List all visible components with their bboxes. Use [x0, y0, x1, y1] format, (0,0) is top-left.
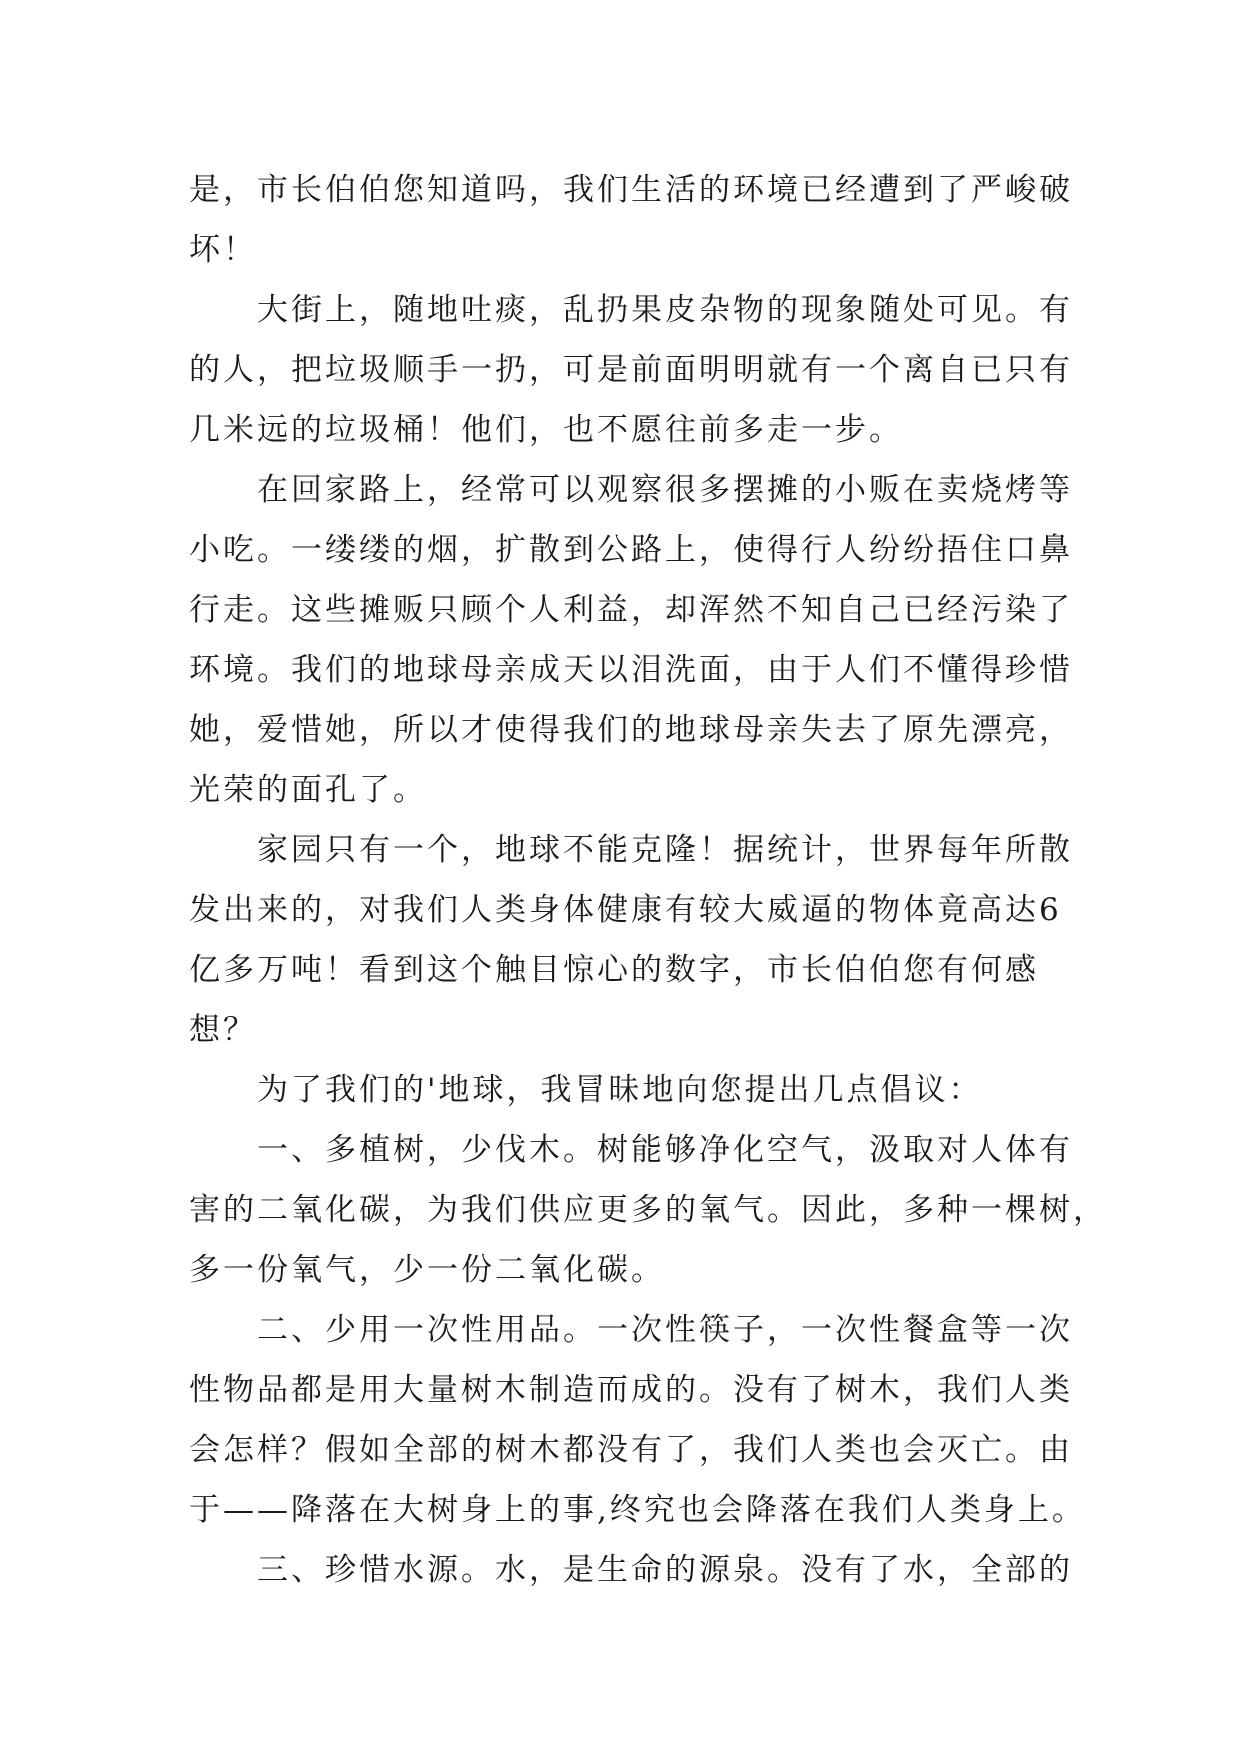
text-line: 想？ [189, 1012, 257, 1048]
text-line: 坏！ [189, 232, 257, 268]
text-line: 三、珍惜水源。水，是生命的源泉。没有了水，全部的 [257, 1552, 1073, 1588]
text-line: 于——降落在大树身上的事,终究也会降落在我们人类身上。 [189, 1492, 1086, 1528]
text-line: 光荣的面孔了。 [189, 772, 427, 808]
text-line: 的人，把垃圾顺手一扔，可是前面明明就有一个离自已只有 [189, 352, 1073, 388]
text-line: 害的二氧化碳，为我们供应更多的氧气。因此，多种一棵树， [189, 1192, 1107, 1228]
text-line: 行走。这些摊贩只顾个人利益，却浑然不知自己已经污染了 [189, 592, 1073, 628]
text-line: 是，市长伯伯您知道吗，我们生活的环境已经遭到了严峻破 [189, 172, 1073, 208]
text-line: 环境。我们的地球母亲成天以泪洗面，由于人们不懂得珍惜 [189, 652, 1073, 688]
text-line: 二、少用一次性用品。一次性筷子，一次性餐盒等一次 [257, 1312, 1073, 1348]
text-line: 多一份氧气，少一份二氧化碳。 [189, 1252, 665, 1288]
text-line: 在回家路上，经常可以观察很多摆摊的小贩在卖烧烤等 [257, 472, 1073, 508]
text-line: 性物品都是用大量树木制造而成的。没有了树木，我们人类 [189, 1372, 1073, 1408]
text-line: 她，爱惜她，所以才使得我们的地球母亲失去了原先漂亮， [189, 712, 1073, 748]
document-body [189, 160, 1107, 1600]
text-line: 家园只有一个，地球不能克隆！据统计，世界每年所散 [257, 832, 1073, 868]
text-line: 小吃。一缕缕的烟，扩散到公路上，使得行人纷纷捂住口鼻 [189, 532, 1073, 568]
text-line: 一、多植树，少伐木。树能够净化空气，汲取对人体有 [257, 1132, 1073, 1168]
text-line: 亿多万吨！看到这个触目惊心的数字，市长伯伯您有何感 [189, 952, 1039, 988]
text-line: 为了我们的'地球，我冒昧地向您提出几点倡议： [257, 1072, 983, 1108]
text-line: 几米远的垃圾桶！他们，也不愿往前多走一步。 [189, 412, 903, 448]
text-line: 大街上，随地吐痰，乱扔果皮杂物的现象随处可见。有 [257, 292, 1073, 328]
text-line: 发出来的，对我们人类身体健康有较大威逼的物体竟高达6 [189, 892, 1062, 928]
text-line: 会怎样？假如全部的树木都没有了，我们人类也会灭亡。由 [189, 1432, 1073, 1468]
